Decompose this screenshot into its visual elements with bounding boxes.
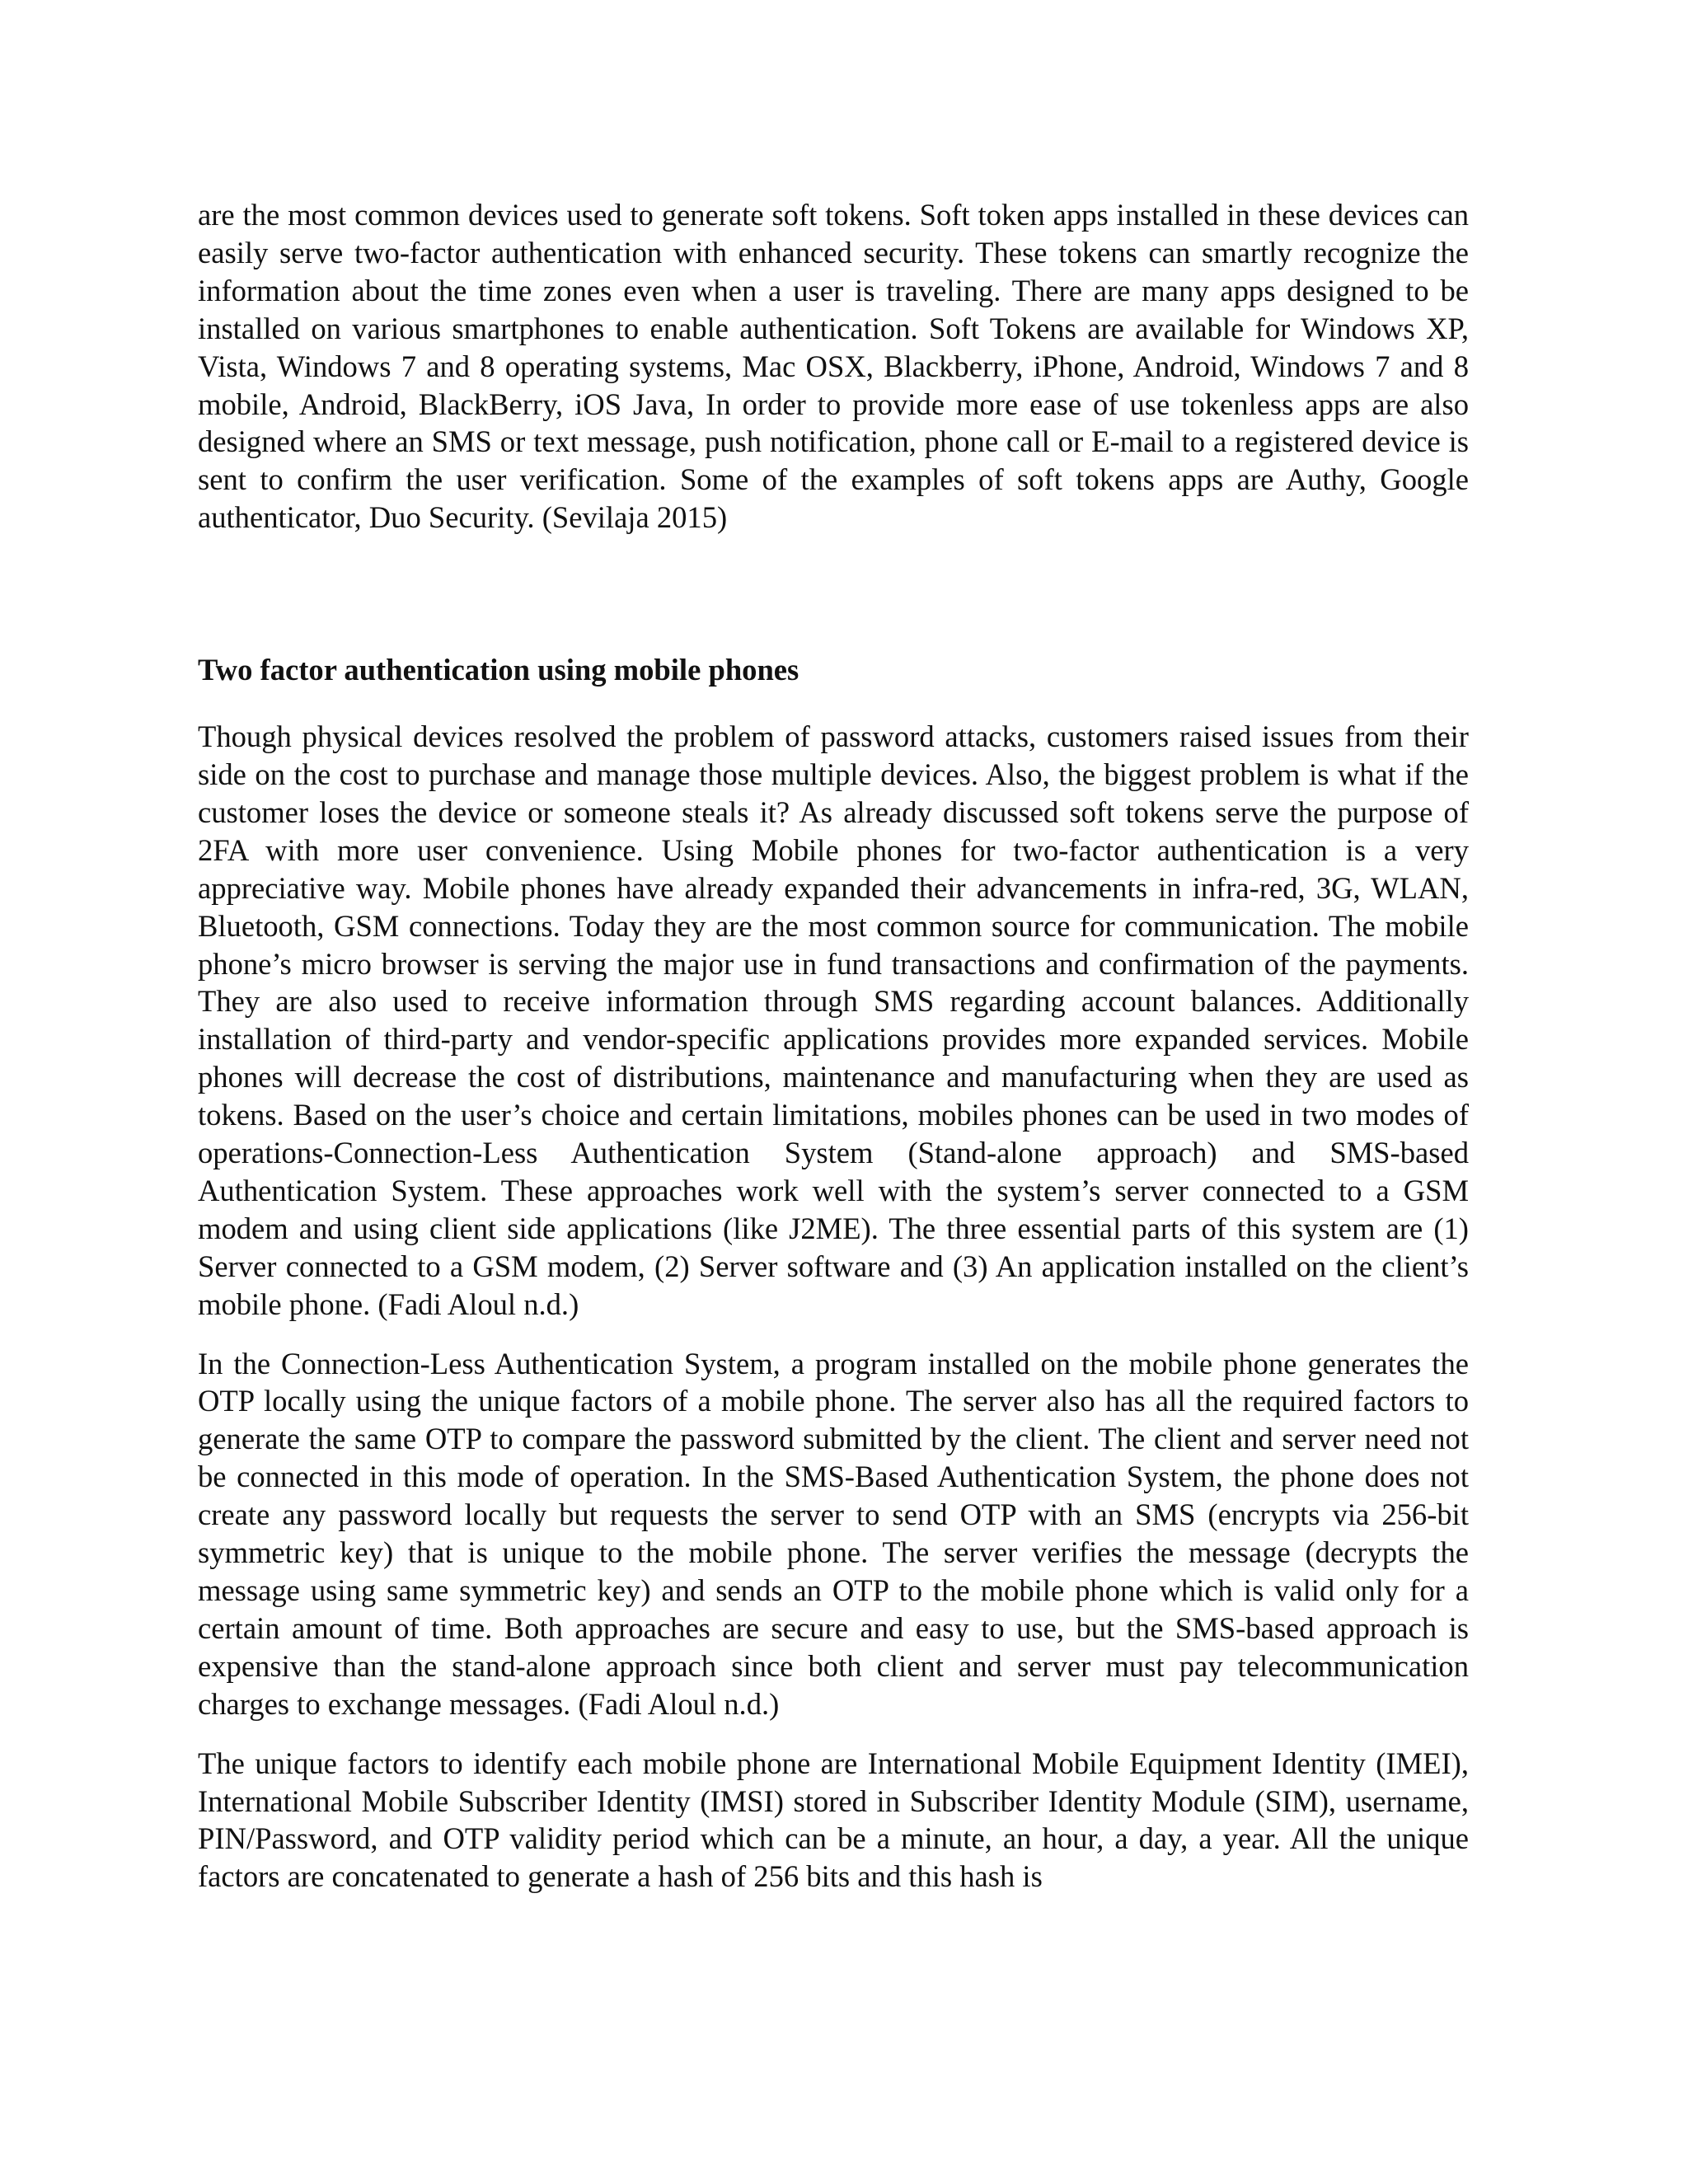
body-paragraph-1: Though physical devices resolved the problem of password attacks, customers raised issues from their side on the cost to purchase and manage those multiple devices. Also, the biggest problem is what if the customer loses the device or someone steals it? As already discussed soft tokens serve the purpose of 2FA with more user convenience. Using Mobile phones for two-factor authentication is a very appreciative way. Mobile phones have already expanded their advancements in infra-red, 3G, WLAN, Bluetooth, GSM connections. Today they are the most common source for communication. The mobile phone’s micro browser is serving the major use in fund transactions and confirmation of the payments. They are also used to receive information through SMS regarding account balances. Additionally installation of third-party and vendor-specific applications provides more expanded services. Mobile phones will decrease the cost of distributions, maintenance and manufacturing when they are used as tokens. Based on the user’s choice and certain limitations, mobiles phones can be used in two modes of operations-Connection-Less Authentication System (Stand-alone approach) and SMS-based Authentication System. These approaches work well with the system’s server connected to a GSM modem and using client side applications (like J2ME). The three essential parts of this system are (1) Server connected to a GSM modem, (2) Server software and (3) An application installed on the client’s mobile phone. (Fadi Aloul n.d.) — [198, 719, 1469, 1321]
intro-paragraph: are the most common devices used to generate soft tokens. Soft token apps installed in these devices can easily serve two-factor authentication with enhanced security. These tokens can smartly recognize the information about the time zones even when a user is traveling. There are many apps designed to be installed on various smartphones to enable authentication. Soft Tokens are available for Windows XP, Vista, Windows 7 and 8 operating systems, Mac OSX, Blackberry, iPhone, Android, Windows 7 and 8 mobile, Android, BlackBerry, iOS Java, In order to provide more ease of use tokenless apps are also designed where an SMS or text message, push notification, phone call or E-mail to a registered device is sent to confirm the user verification. Some of the examples of soft tokens apps are Authy, Google authenticator, Duo Security. (Sevilaja 2015) — [198, 198, 1469, 535]
body-paragraph-2: In the Connection-Less Authentication System, a program installed on the mobile phone generates the OTP locally using the unique factors of a mobile phone. The server also has all the required factors to generate the same OTP to compare the password submitted by the client. The client and server need not be connected in this mode of operation. In the SMS-Based Authentication System, the phone does not create any password locally but requests the server to send OTP with an SMS (encrypts via 256-bit symmetric key) that is unique to the mobile phone. The server verifies the message (decrypts the message using same symmetric key) and sends an OTP to the mobile phone which is valid only for a certain amount of time. Both approaches are secure and easy to use, but the SMS-based approach is expensive than the stand-alone approach since both client and server must pay telecommunication charges to exchange messages. (Fadi Aloul n.d.) — [198, 1346, 1469, 1721]
document-body — [198, 196, 1469, 1896]
section-heading: Two factor authentication using mobile phones — [198, 653, 799, 687]
body-paragraph-3: The unique factors to identify each mobile phone are International Mobile Equipment Identity (IMEI), International Mobile Subscriber Identity (IMSI) stored in Subscriber Identity Module (SIM), username, PIN/Password, and OTP validity period which can be a minute, an hour, a day, a year. All the unique factors are concatenated to generate a hash of 256 bits and this hash is — [198, 1746, 1469, 1894]
